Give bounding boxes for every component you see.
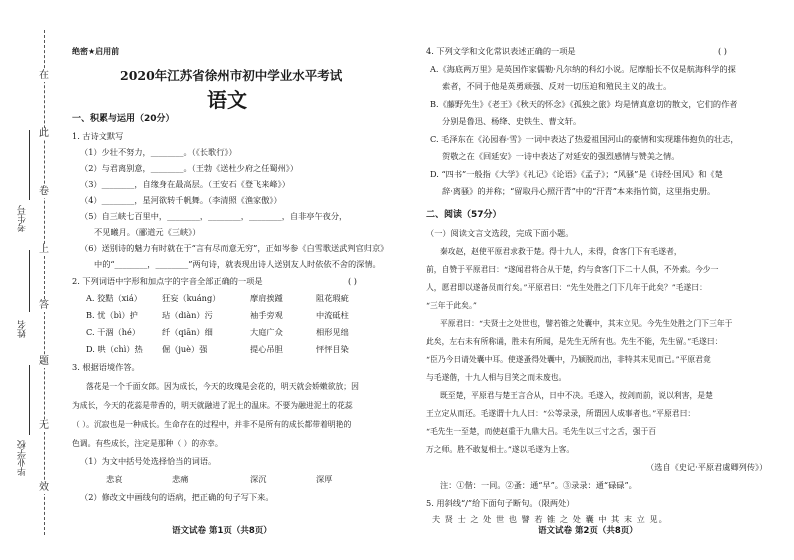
fill-line — [29, 365, 30, 435]
label-name: 姓名 — [18, 320, 28, 338]
page-footer: 语文试卷 第2页（共8页） — [538, 526, 638, 536]
exam-title: 2020年江苏省徐州市初中学业水平考试 — [120, 68, 343, 83]
label-school: 毕业学校 — [18, 440, 28, 476]
passage-notes: 注：①偕：一同。②蚤：通“早”。③录录：通“碌碌”。 — [440, 480, 637, 490]
passage-line: 此矣，左右未有所称诵，胜未有所闻，是先生无所有也。先生不能，先生留。”毛遂曰： — [426, 337, 723, 346]
q3-sub-question: （1）为文中括号处选择恰当的词语。 — [80, 456, 217, 466]
q1-line: 不见曦月。（郦道元《三峡》） — [94, 227, 201, 237]
q2-option: 中流砥柱 — [316, 310, 349, 320]
passage-line: “三年于此矣。” — [426, 301, 477, 310]
q2-option: 相形见绌 — [316, 327, 349, 337]
q3-passage-line: （ ）。沉寂也是一种成长。生命存在的过程中，并非不是所有的成长都带着明艳的 — [72, 420, 352, 429]
margin-char: 效 — [35, 482, 53, 494]
q4-line: 分别是鲁迅、杨绛、史铁生、曹文轩。 — [442, 116, 582, 126]
page-footer: 语文试卷 第1页（共8页） — [172, 526, 272, 536]
q3-passage-line: 为成长，今天的花蕊是带香的，明天就融进了泥土的温床。不要为融进泥土的花蕊 — [72, 401, 353, 410]
q4-line: D. “四书”一般指《大学》《礼记》《论语》《孟子》；“风骚”是《诗经·国风》和《楚 — [430, 169, 723, 179]
q1-line: 中的“________，________”两句诗，就表现出诗人送别友人时依依不舍的深情。 — [94, 259, 381, 269]
cut-line — [44, 30, 45, 535]
margin-char: 题 — [35, 356, 53, 368]
q4-line: A.《海底两万里》是英国作家儒勒·凡尔纳的科幻小说。尼摩船长不仅是航海科学的探 — [430, 64, 736, 74]
section-heading: 二、阅读（57分） — [426, 210, 502, 220]
q4-line: B.《藤野先生》《老王》《秋天的怀念》《孤独之旅》均是情真意切的散文，它们的作者 — [430, 99, 738, 109]
q4-line: 辞·离骚》的并称；“留取丹心照汗青”中的“汗青”本来指竹简，这里指史册。 — [442, 186, 716, 196]
binding-margin — [0, 0, 60, 560]
word-choice: 深厚 — [316, 474, 333, 484]
q2-option: 袖手旁观 — [250, 310, 283, 320]
q1-line: （5）自三峡七百里中，________，________，________，自非亭午夜分， — [80, 211, 348, 221]
q3-sub-question: （2）修改文中画线句的语病，把正确的句子写下来。 — [80, 492, 274, 502]
section-heading: 一、积累与运用（20分） — [72, 114, 175, 124]
q4-line: 贺敬之在《回延安》一诗中表达了对延安的强烈感情与赞美之情。 — [442, 151, 680, 161]
q2-option: D. 哄（chì）热 — [86, 344, 143, 354]
margin-char: 在 — [35, 70, 53, 82]
q4-line: C. 毛泽东在《沁园春·雪》一词中表达了热爱祖国河山的豪情和实现雄伟抱负的壮志， — [430, 134, 739, 144]
passage-source: （选自《史记·平原君虞卿列传》） — [646, 462, 768, 472]
passage-line: 人，愿君即以遂备员而行矣。”平原君曰：“先生处胜之门下几年于此矣？”毛遂曰： — [426, 283, 707, 292]
passage-line: “毛先生一至楚，而使赵重于九鼎大吕。毛先生以三寸之舌，强于百 — [426, 427, 657, 436]
question-2: 2. 下列词语中字形和加点字的字音全部正确的一项是 — [72, 276, 263, 286]
margin-char: 无 — [35, 420, 53, 432]
q1-line: （3）________，自缘身在最高层。（王安石《登飞来峰》） — [80, 179, 290, 189]
margin-char: 卷 — [35, 186, 53, 198]
answer-paren: ( ) — [348, 276, 357, 286]
question-3: 3. 根据语境作答。 — [72, 362, 140, 372]
question-5: 5. 用斜线“/”给下面句子断句。（限两处） — [426, 498, 575, 508]
q2-option: 摩肩挨踵 — [250, 293, 283, 303]
q1-line: （1）少壮不努力，________。（《长歌行》） — [80, 147, 237, 157]
passage-line: 与毛遂偕，十九人相与目笑之而未废也。 — [426, 373, 567, 382]
passage-line: 王立定从而还。毛遂谓十九人曰：“公等录录，所谓因人成事者也。”平原君曰： — [426, 409, 696, 418]
q2-option: B. 忧（bì）护 — [86, 310, 138, 320]
q2-option: 纤（qiān）细 — [162, 327, 213, 337]
exam-page-2 — [400, 0, 794, 560]
q1-line: （6）送别诗的魅力有时就在于“言有尽而意无穷”，正如岑参《白雪歌送武判官归京》 — [80, 243, 389, 253]
word-choice: 悲哀 — [106, 474, 123, 484]
fill-line — [29, 250, 30, 312]
q2-option: 怦怦目染 — [316, 344, 349, 354]
q2-option: A. 狡黠（xiá） — [86, 293, 142, 303]
q3-passage-line: 落花是一个千面女郎。因为成长，今天的玫瑰是会花的，明天就会娇嫩欲放；因 — [86, 382, 359, 391]
q2-option: 提心吊胆 — [250, 344, 283, 354]
word-choice: 悲痛 — [172, 474, 189, 484]
q2-option: 大庭广众 — [250, 327, 283, 337]
margin-char: 上 — [35, 244, 53, 256]
q2-option: C. 干涸（hé） — [86, 327, 141, 337]
q3-passage-line: 色调。有些成长，注定是那种（ ）的亦幸。 — [72, 439, 223, 448]
margin-char: 此 — [35, 128, 53, 140]
answer-paren: ( ) — [718, 46, 727, 56]
passage-line: 既至楚，平原君与楚王言合从，日中不决。毛遂入，按剑而前，说以利害，是楚 — [440, 391, 713, 400]
q2-option: 玷（diàn）污 — [162, 310, 213, 320]
q5-sentence: 夫 贤 士 之 处 世 也 譬 若 锥 之 处 囊 中 其 末 立 见。 — [432, 514, 668, 524]
subject-title: 语文 — [207, 88, 247, 112]
q2-option: 倔（juè）强 — [162, 344, 208, 354]
passage-line: 前，自赞于平原君曰：“遂闻君将合从于楚，约与食客门下二十人俱，不外索。今少一 — [426, 265, 719, 274]
passage-line: 万之师。胜不敢复相士。”遂以毛遂为上客。 — [426, 445, 575, 454]
subsection-heading: （一）阅读文言文选段，完成下面小题。 — [426, 228, 574, 238]
question-4: 4. 下列文学和文化常识表述正确的一项是 — [426, 46, 576, 56]
passage-line: “臣乃今日请处囊中耳。使遂蚤得处囊中，乃颖脱而出，非特其末见而已。”平原君竟 — [426, 355, 711, 364]
passage-line: 秦攻赵，赵使平原君求救于楚。得十九人，未得，食客门下有毛遂者， — [440, 247, 682, 256]
q4-line: 索者，不同于他是英勇顽强、反对一切压迫和殖民主义的战士。 — [442, 81, 672, 91]
fill-line — [29, 130, 30, 200]
passage-line: 平原君曰：“夫贤士之处世也，譬若锥之处囊中，其末立见。今先生处胜之门下三年于 — [440, 319, 733, 328]
q1-line: （4）________，星河欲转千帆舞。（李清照《渔家傲》） — [80, 195, 282, 205]
q2-option: 狂妄（kuáng） — [162, 293, 221, 303]
confidential-mark: 绝密★启用前 — [72, 47, 120, 56]
q1-line: （2）与君离别意，________。（王勃《送杜少府之任蜀州》） — [80, 163, 299, 173]
margin-char: 答 — [35, 300, 53, 312]
label-exam-number: 考生号 — [18, 205, 28, 232]
word-choice: 深沉 — [250, 474, 267, 484]
q2-option: 阻花瑕疵 — [316, 293, 349, 303]
question-1: 1. 古诗文默写 — [72, 131, 124, 141]
